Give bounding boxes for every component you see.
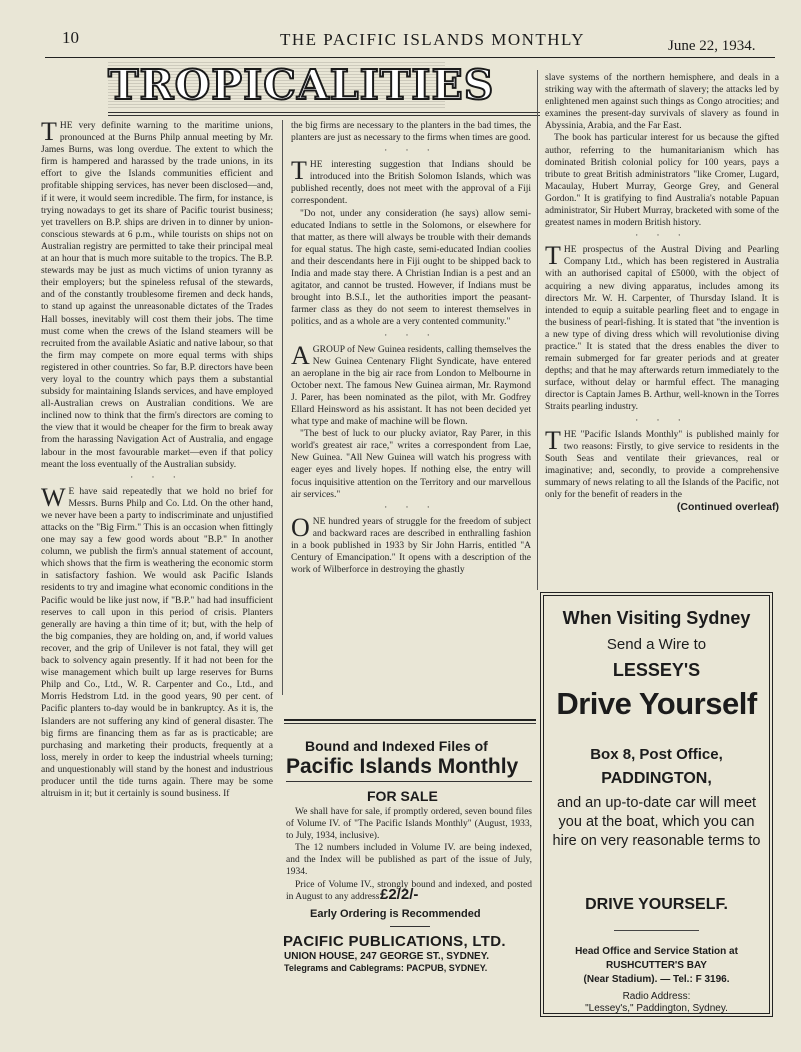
- ad-title-rule: [286, 781, 532, 782]
- ad-lessey-body: and an up-to-date car will meet you at the boat, which you can hire on very reasonable terms to: [552, 795, 761, 849]
- ad-address: UNION HOUSE, 247 GEORGE ST., SYDNEY.: [284, 951, 490, 962]
- masthead: THE PACIFIC ISLANDS MONTHLY: [280, 30, 585, 49]
- article-no-brief: [41, 482, 273, 800]
- column-divider-2: [537, 70, 538, 590]
- article-emancipation: [291, 512, 531, 576]
- ad-paragraph: The 12 numbers included in Volume IV. are being indexed, and the Index will be published as part of the issue of July, 1934.: [286, 843, 532, 878]
- issue-date: June 22, 1934.: [668, 38, 756, 54]
- separator-dots: · · ·: [130, 471, 184, 482]
- ad-early-ordering: Early Ordering is Recommended: [310, 908, 481, 920]
- ad-lessey-paddington: PADDINGTON,: [601, 770, 712, 787]
- page-number: 10: [62, 28, 79, 47]
- ad-lessey-radio-address: "Lessey's," Paddington, Sydney.: [585, 1003, 728, 1014]
- paragraph-fiji-correspondent: "Do not, under any consideration (he says) allow semi-educated Indians to settle in the Solomons, or elsewhere for that matter, as there will always be trouble with their demands for equal status. The high caste, semi-educated Indian coolies and their descendants here in Fiji ought to be shipped back to India and made stay there. A Christian Indian is a pest and an agitator, and cannot be trusted. However, if Indians must be brought into B.S.I., let the authorities import the peasant-farmer class as they do not seem to interest themselves in politics, and as a whole are a very contented community.": [291, 208, 531, 328]
- continued-overleaf: (Continued overleaf): [676, 501, 779, 514]
- separator-dots: · · ·: [384, 501, 438, 512]
- separator-dots: · · ·: [384, 329, 438, 340]
- ad-price: £2/2/-: [380, 886, 419, 903]
- article-pim-purpose: [545, 425, 779, 502]
- separator-dots: · · ·: [635, 414, 689, 425]
- article-burns-philp-warning: [41, 117, 273, 471]
- separator-dots: · · ·: [635, 230, 689, 241]
- ad-lessey-name: LESSEY'S: [612, 660, 701, 680]
- ad-paragraph: We shall have for sale, if promptly ordered, seven bound files of Volume IV. of "The Pacific Islands Monthly" (August, 1933, to July, 1934, inclusive).: [286, 807, 532, 842]
- paragraph-text: GROUP of New Guinea residents, calling themselves the New Guinea Centenary Flight Syndicate, have entered an aeroplane in the big air race from London to Melbourne in October next. The famous New Guinea airman, Mr. Raymond J. Parer, has been nominated as the pilot, with Mr. Godfrey Ellard Heinsword as his assistant. It has not been decided yet what type and make of machine will be flown.: [291, 344, 531, 428]
- drop-cap: O: [291, 512, 310, 542]
- article-air-race: [291, 340, 531, 429]
- ad-lessey-near: (Near Stadium). — Tel.: F 3196.: [583, 974, 730, 985]
- column-divider-1: [282, 120, 283, 695]
- paragraph-book-interest: The book has particular interest for us because the gifted author, referring to the humanitarianism which has dominated British colonial policy for 100 years, pays a tribute to great British administrators "like Cromer, Lugard, Macaulay, Hubert Murray, George Grey, and General Gordon." It is gratifying to find Australia's notable Papuan administrator, Sir Hubert Murray, bracketed with some of the greatest names in modern British history.: [545, 133, 779, 229]
- paragraph-text: HE interesting suggestion that Indians should be introduced into the British Solomon Islands, which was published recently, does not meet with the approval of a Fiji correspondent.: [291, 160, 531, 207]
- ad-lessey-rule: [614, 930, 699, 931]
- drop-cap: A: [291, 340, 310, 370]
- drop-cap: W: [41, 482, 66, 512]
- separator-dots: · · ·: [384, 145, 438, 156]
- article-austral-diving: [545, 241, 779, 413]
- article-indians-solomons: [291, 156, 531, 207]
- paragraph-continued: slave systems of the northern hemisphere, and deals in a striking way with the aftermath of slavery; the attacks led by enlightened men against such things as Congo atrocities; and examines the present-day survivals of slavery as found in Abyssinia, Arabia, and the Far East.: [545, 73, 779, 132]
- ad-telegrams: Telegrams and Cablegrams: PACPUB, SYDNEY.: [284, 963, 488, 973]
- section-title: TROPICALITIES: [108, 61, 495, 109]
- ad-lessey-drive-yourself: DRIVE YOURSELF.: [585, 896, 728, 913]
- ad-short-rule: [390, 926, 430, 927]
- ad-lessey-head-office: Head Office and Service Station at: [575, 946, 738, 957]
- column-3: [545, 72, 779, 513]
- ad-lessey-visiting: When Visiting Sydney: [562, 608, 751, 628]
- header-rule: [45, 57, 775, 58]
- ad-top-rule: [284, 719, 536, 721]
- paragraph-text: HE "Pacific Islands Monthly" is published mainly for two reasons: Firstly, to give service to residents in the South Seas and ventilate their grievances, real or imaginative; and, secondly, to provide a comprehensive summary of news relating to all the Islands of the Pacific, not only for the benefit of readers in the: [545, 429, 779, 500]
- ad-lessey-radio: Radio Address:: [622, 991, 691, 1002]
- ad-paragraph: Price of Volume IV., strongly bound and indexed, and posted in August to any address: [286, 879, 532, 902]
- paragraph-text: NE hundred years of struggle for the freedom of subject and backward races are described in enthralling fashion in a book published in 1933 by Sir John Harris, entitled "A Century of Emancipation." It opens with a description of the work of Wilberforce in destroying the ghastly: [291, 516, 531, 576]
- paragraph-text: HE prospectus of the Austral Diving and Pearling Company Ltd., which has been registered in Australia with an authorised capital of £5000, with the object of acquiring a new diving apparatus, includes among its directors Mr. W. H. Carpenter, of Thursday Island. It is intended to equip a suitable pearling fleet and to engage in the business of pearl-fishing. It is stated that "the invention is a new type of diving dress which will revolutionise diving practice." It is stated that the dress enables the diver to remain submerged for far greater periods and at greater depths; and that he may afterwards return immediately to the surface, without delay or harmful effect. The managing director is Captain James B. Arthur, well-known in the Torres Straits pearling industry.: [545, 245, 779, 413]
- ad-bound-files-heading: Bound and Indexed Files of: [305, 738, 488, 754]
- paragraph-text: E have said repeatedly that we hold no brief for Messrs. Burns Philp and Co. Ltd. On the other hand, we never have been a party to indiscriminate and unjustified attacks on the "Big Firm." This is an occasion when fittingly one may say a few good words about "B.P." In another column, we publish the firm's annual statement of account, which shows that the firm is weathering the economic storm in satisfactory fashion. We would ask Pacific Islands residents to try and imagine what economic conditions in the Pacific would be like just now, if "B.P." had had insufficient reserves to call upon in this period of crisis. Planters generally are having a thin time of it; but, with the help of the big companies, they are holding on, and, if world values recover, and the grip of Unilever is not fatal, they will get back to solvency again presently. If it had not been for the wise management which built up large reserves for Burns Philp and Co., Ltd., W. R. Carpenter and Co., Ltd., and Morris Hedstrom Ltd. in the good years, 90 per cent. of Pacific planters to-day would be in bankruptcy. As it is, the Islanders are not suffering any kind of general disaster. The big firms are financing them as far as is practicable; are purchasing and marketing their products, frequently at a loss, merely in order to keep the industrial wheels turning; and unquestionably will stand by the honest and industrious producer until the tide turns again. There may be some altruism in it; but it certainly is sound business. If: [41, 486, 273, 800]
- column-2: [291, 120, 531, 576]
- ad-lessey-rushcutters: RUSHCUTTER'S BAY: [606, 960, 707, 971]
- banner-rule-lower: [108, 115, 540, 116]
- banner-rule: [108, 112, 540, 113]
- ad-for-sale: FOR SALE: [367, 788, 438, 804]
- drop-cap: T: [41, 117, 57, 146]
- column-1: [41, 117, 273, 800]
- ad-publisher: PACIFIC PUBLICATIONS, LTD.: [283, 933, 506, 950]
- drop-cap: T: [545, 425, 561, 455]
- paragraph-ray-parer: "The best of luck to our plucky aviator, Ray Parer, in this world's greatest air race," writes a correspondent from Lae, New Guinea. "All New Guinea will watch his progress with eager eyes and lively hopes. If nothing else, the entry will focus inquisitive attention on the Territory and our marvellous air services.": [291, 429, 531, 500]
- drop-cap: T: [545, 241, 561, 271]
- paragraph-text: HE very definite warning to the maritime unions, pronounced at the Burns Philp annual meeting by Mr. James Burns, was long overdue. The extent to which the firm is hampered and harassed by the trade unions, in its effort to give the Islands communities efficient and profitable shipping services, has never been disclosed—and, if it were, it would seem incredible. The firm, for instance, is trying nowadays to get its share of Pacific tourist business; yet travellers on B.P. ships are driven in to dinner by union-conscious stewards at 6 p.m., while tourists on ships not on Australian registry are permitted to take their principal meal at an hour that is much more suitable to the tropics. The B.P. stewards may be just as much victims of union tyranny as their employers; but the spineless refusal of the stewards, and of the constantly troublesome firemen and deck hands, to stand up against the unreasonable dictates of the Trades Hall bosses, inevitably will cost them their jobs. The time must come when the crews of the Island steamers will be recruited from the available Asiatic and native labour, so that the firm may compete on more equal terms with ships registered in other countries. So far, B.P. directors have been very loyal to the country which pays them a substantial subsidy for maintaining Islands services, and have employed all-Australian crews on Australian conditions. We are inclined now to think that the firm's directors are coming to the view that it would be cheaper for the firm to break away from the harassing Navigation Act of Australia, and engage labour in the most favourable market—even if that policy meant the loss eventually of the Australian subsidy.: [41, 121, 273, 470]
- ad-lessey-send: Send a Wire to: [606, 636, 707, 653]
- ad-bound-files-title: Pacific Islands Monthly: [286, 755, 519, 778]
- paragraph-continued: the big firms are necessary to the planters in the bad times, the planters are just as necessary to the firms when times are good.: [291, 121, 531, 144]
- ad-lessey-box: Box 8, Post Office,: [590, 746, 723, 763]
- ad-lessey-drive: Drive Yourself: [556, 686, 757, 721]
- drop-cap: T: [291, 156, 307, 186]
- ad-lessey: [540, 592, 773, 1017]
- ad-top-rule-thin: [284, 723, 536, 724]
